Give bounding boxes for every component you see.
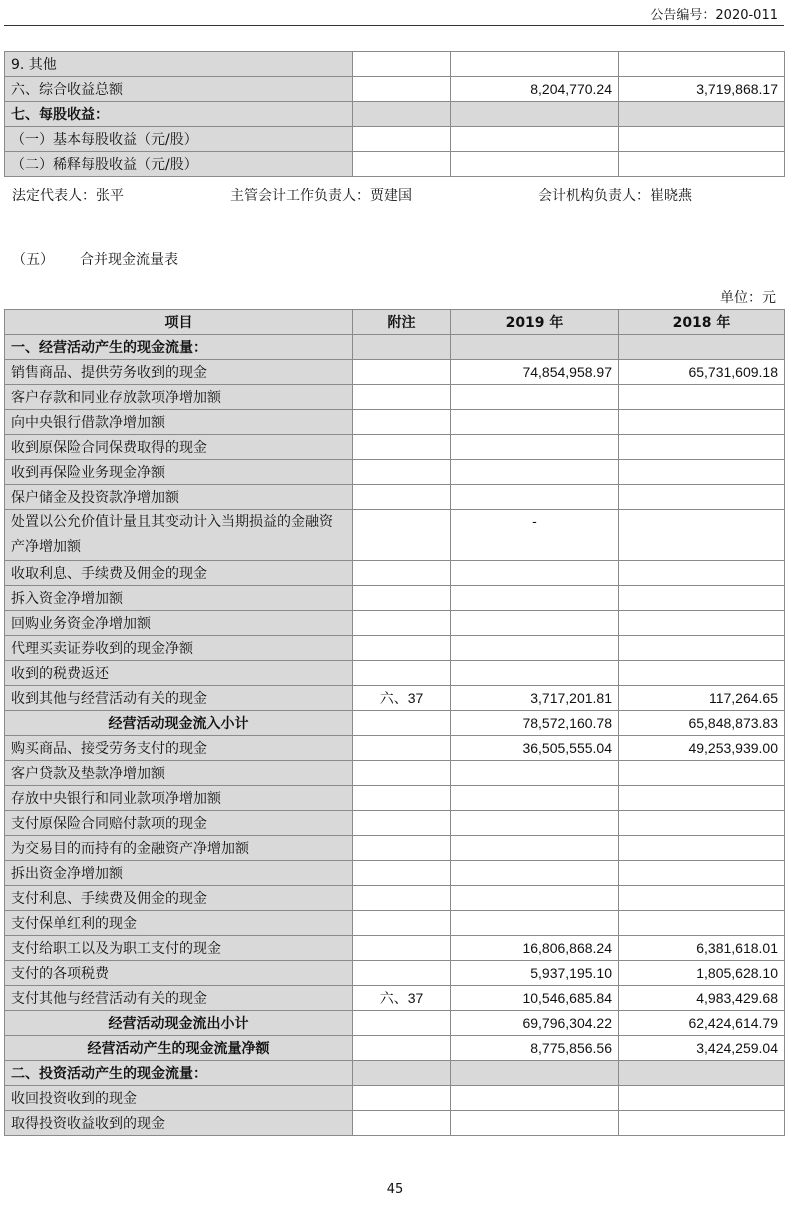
- row-note: [353, 736, 451, 761]
- page-number: 45: [386, 1182, 404, 1197]
- table-row: [5, 360, 785, 385]
- row-item: 经营活动产生的现金流量净额: [5, 1036, 353, 1061]
- table-row: [5, 385, 785, 410]
- row-value-2018: [619, 611, 785, 636]
- row-item: 支付的各项税费: [5, 961, 353, 986]
- row-note: [353, 586, 451, 611]
- row-item: 购买商品、接受劳务支付的现金: [5, 736, 353, 761]
- row-value-2018: [619, 52, 785, 77]
- table-row: [5, 335, 785, 360]
- table-row: [5, 510, 785, 561]
- row-value-2019: 8,204,770.24: [451, 77, 619, 102]
- table-row: [5, 811, 785, 836]
- row-value-2018: [619, 561, 785, 586]
- section-title: [12, 249, 178, 269]
- row-note: [353, 661, 451, 686]
- table-row: [5, 861, 785, 886]
- row-value-2019: [451, 786, 619, 811]
- table-row: [5, 1011, 785, 1036]
- row-item: 保户储金及投资款净增加额: [5, 485, 353, 510]
- row-item: 拆入资金净增加额: [5, 586, 353, 611]
- row-note: [353, 152, 451, 177]
- row-note: [353, 510, 451, 561]
- row-value-2018: 1,805,628.10: [619, 961, 785, 986]
- row-value-2019: [451, 460, 619, 485]
- table-row: [5, 911, 785, 936]
- row-item: 收到再保险业务现金净额: [5, 460, 353, 485]
- row-value-2019: [451, 102, 619, 127]
- row-value-2019: [451, 836, 619, 861]
- row-note: [353, 385, 451, 410]
- row-value-2018: [619, 886, 785, 911]
- row-note: [353, 410, 451, 435]
- row-item: 支付利息、手续费及佣金的现金: [5, 886, 353, 911]
- row-note: [353, 52, 451, 77]
- row-value-2019: -: [451, 510, 619, 561]
- table-row: [5, 736, 785, 761]
- row-value-2019: 8,775,856.56: [451, 1036, 619, 1061]
- row-note: [353, 335, 451, 360]
- row-value-2018: [619, 485, 785, 510]
- row-note: [353, 102, 451, 127]
- row-value-2019: [451, 886, 619, 911]
- row-value-2018: [619, 335, 785, 360]
- row-value-2018: 4,983,429.68: [619, 986, 785, 1011]
- header-2018: 2018 年: [619, 310, 785, 335]
- row-value-2018: [619, 661, 785, 686]
- legal-representative: 法定代表人：张平: [12, 188, 124, 204]
- accounting-org-head: 会计机构负责人：崔晓燕: [538, 188, 692, 204]
- table-row: [5, 77, 785, 102]
- row-item: 支付保单红利的现金: [5, 911, 353, 936]
- row-note: [353, 836, 451, 861]
- row-note: [353, 786, 451, 811]
- row-value-2019: [451, 661, 619, 686]
- row-value-2018: [619, 911, 785, 936]
- row-value-2018: [619, 1111, 785, 1136]
- table-row: [5, 460, 785, 485]
- row-note: [353, 861, 451, 886]
- unit-label: 单位：元: [720, 290, 776, 306]
- row-value-2019: [451, 861, 619, 886]
- row-value-2019: [451, 127, 619, 152]
- row-note: [353, 811, 451, 836]
- row-value-2018: [619, 586, 785, 611]
- row-note: 六、37: [353, 986, 451, 1011]
- table-row: [5, 435, 785, 460]
- row-value-2018: 65,731,609.18: [619, 360, 785, 385]
- row-value-2019: 16,806,868.24: [451, 936, 619, 961]
- row-value-2018: [619, 510, 785, 561]
- row-value-2019: [451, 561, 619, 586]
- row-value-2019: [451, 1061, 619, 1086]
- row-value-2018: [619, 836, 785, 861]
- row-item: 取得投资收益收到的现金: [5, 1111, 353, 1136]
- table-row: [5, 102, 785, 127]
- section-number: （五）: [12, 252, 54, 268]
- row-note: [353, 460, 451, 485]
- row-item: 经营活动现金流入小计: [5, 711, 353, 736]
- row-item: 存放中央银行和同业款项净增加额: [5, 786, 353, 811]
- row-item: 经营活动现金流出小计: [5, 1011, 353, 1036]
- table-row: [5, 485, 785, 510]
- row-note: [353, 1086, 451, 1111]
- row-note: [353, 711, 451, 736]
- row-value-2019: 36,505,555.04: [451, 736, 619, 761]
- row-value-2018: [619, 385, 785, 410]
- row-value-2018: 62,424,614.79: [619, 1011, 785, 1036]
- row-value-2019: [451, 485, 619, 510]
- table-row: [5, 711, 785, 736]
- row-note: [353, 435, 451, 460]
- row-item: 支付原保险合同赔付款项的现金: [5, 811, 353, 836]
- row-value-2019: [451, 1111, 619, 1136]
- row-value-2018: [619, 1086, 785, 1111]
- table-row: [5, 886, 785, 911]
- row-note: [353, 77, 451, 102]
- table-row: [5, 1086, 785, 1111]
- row-value-2018: 3,719,868.17: [619, 77, 785, 102]
- cash-flow-table: [4, 309, 785, 1136]
- table-row: [5, 686, 785, 711]
- row-item: 9. 其他: [5, 52, 353, 77]
- row-value-2018: [619, 786, 785, 811]
- row-item: 一、经营活动产生的现金流量：: [5, 335, 353, 360]
- row-value-2019: 3,717,201.81: [451, 686, 619, 711]
- table-row: [5, 836, 785, 861]
- table-row: [5, 1061, 785, 1086]
- row-value-2019: [451, 761, 619, 786]
- income-statement-tail-table: [4, 51, 785, 177]
- row-note: [353, 485, 451, 510]
- row-value-2018: [619, 410, 785, 435]
- row-note: [353, 1036, 451, 1061]
- row-value-2019: [451, 1086, 619, 1111]
- table-row: [5, 52, 785, 77]
- row-value-2019: 5,937,195.10: [451, 961, 619, 986]
- table-row: [5, 561, 785, 586]
- row-item: 向中央银行借款净增加额: [5, 410, 353, 435]
- row-item: （一）基本每股收益（元/股）: [5, 127, 353, 152]
- row-item: 代理买卖证券收到的现金净额: [5, 636, 353, 661]
- row-item: （二）稀释每股收益（元/股）: [5, 152, 353, 177]
- row-value-2019: 74,854,958.97: [451, 360, 619, 385]
- table-row: [5, 1036, 785, 1061]
- row-note: 六、37: [353, 686, 451, 711]
- row-value-2018: [619, 152, 785, 177]
- row-note: [353, 127, 451, 152]
- row-note: [353, 360, 451, 385]
- row-item: 销售商品、提供劳务收到的现金: [5, 360, 353, 385]
- row-item: 处置以公允价值计量且其变动计入当期损益的金融资产净增加额: [5, 510, 353, 561]
- row-item: 二、投资活动产生的现金流量：: [5, 1061, 353, 1086]
- row-value-2019: 10,546,685.84: [451, 986, 619, 1011]
- row-item: 支付给职工以及为职工支付的现金: [5, 936, 353, 961]
- row-note: [353, 761, 451, 786]
- table-row: [5, 611, 785, 636]
- table-header-row: [5, 310, 785, 335]
- row-value-2019: [451, 335, 619, 360]
- row-item: 支付其他与经营活动有关的现金: [5, 986, 353, 1011]
- row-value-2018: [619, 761, 785, 786]
- table-row: [5, 127, 785, 152]
- row-note: [353, 1111, 451, 1136]
- table-row: [5, 786, 785, 811]
- row-item: 收到原保险合同保费取得的现金: [5, 435, 353, 460]
- row-value-2018: [619, 811, 785, 836]
- row-note: [353, 961, 451, 986]
- row-note: [353, 636, 451, 661]
- table-row: [5, 661, 785, 686]
- row-item: 客户存款和同业存放款项净增加额: [5, 385, 353, 410]
- table-row: [5, 986, 785, 1011]
- row-value-2018: [619, 636, 785, 661]
- row-value-2019: [451, 611, 619, 636]
- row-note: [353, 936, 451, 961]
- row-value-2018: 49,253,939.00: [619, 736, 785, 761]
- row-value-2019: 69,796,304.22: [451, 1011, 619, 1036]
- row-value-2018: [619, 435, 785, 460]
- table-row: [5, 761, 785, 786]
- row-value-2018: 65,848,873.83: [619, 711, 785, 736]
- row-value-2019: [451, 636, 619, 661]
- row-item: 收回投资收到的现金: [5, 1086, 353, 1111]
- row-value-2019: [451, 811, 619, 836]
- row-note: [353, 911, 451, 936]
- row-value-2019: [451, 385, 619, 410]
- row-value-2018: 117,264.65: [619, 686, 785, 711]
- row-item: 七、每股收益：: [5, 102, 353, 127]
- table-row: [5, 636, 785, 661]
- row-value-2019: [451, 52, 619, 77]
- table-row: [5, 936, 785, 961]
- row-item: 拆出资金净增加额: [5, 861, 353, 886]
- row-note: [353, 1011, 451, 1036]
- row-value-2018: [619, 460, 785, 485]
- row-value-2019: [451, 435, 619, 460]
- row-item: 回购业务资金净增加额: [5, 611, 353, 636]
- header-item: 项目: [5, 310, 353, 335]
- row-item: 六、综合收益总额: [5, 77, 353, 102]
- row-item: 收取利息、手续费及佣金的现金: [5, 561, 353, 586]
- table-row: [5, 152, 785, 177]
- accounting-work-head: 主管会计工作负责人：贾建国: [230, 188, 412, 204]
- row-value-2019: [451, 410, 619, 435]
- row-note: [353, 561, 451, 586]
- row-value-2018: [619, 127, 785, 152]
- header-2019: 2019 年: [451, 310, 619, 335]
- table-row: [5, 1111, 785, 1136]
- row-value-2018: 3,424,259.04: [619, 1036, 785, 1061]
- header-note: 附注: [353, 310, 451, 335]
- row-item: 客户贷款及垫款净增加额: [5, 761, 353, 786]
- row-item: 收到其他与经营活动有关的现金: [5, 686, 353, 711]
- row-value-2019: [451, 911, 619, 936]
- row-value-2019: [451, 586, 619, 611]
- row-item: 收到的税费返还: [5, 661, 353, 686]
- header-rule: [4, 25, 784, 26]
- row-note: [353, 886, 451, 911]
- row-value-2018: 6,381,618.01: [619, 936, 785, 961]
- row-value-2018: [619, 861, 785, 886]
- table-row: [5, 586, 785, 611]
- row-value-2019: [451, 152, 619, 177]
- table-row: [5, 410, 785, 435]
- row-value-2018: [619, 102, 785, 127]
- row-value-2019: 78,572,160.78: [451, 711, 619, 736]
- row-value-2018: [619, 1061, 785, 1086]
- announcement-number: 公告编号：2020-011: [650, 8, 778, 23]
- section-heading: 合并现金流量表: [80, 252, 178, 268]
- row-item: 为交易目的而持有的金融资产净增加额: [5, 836, 353, 861]
- row-note: [353, 1061, 451, 1086]
- row-note: [353, 611, 451, 636]
- table-row: [5, 961, 785, 986]
